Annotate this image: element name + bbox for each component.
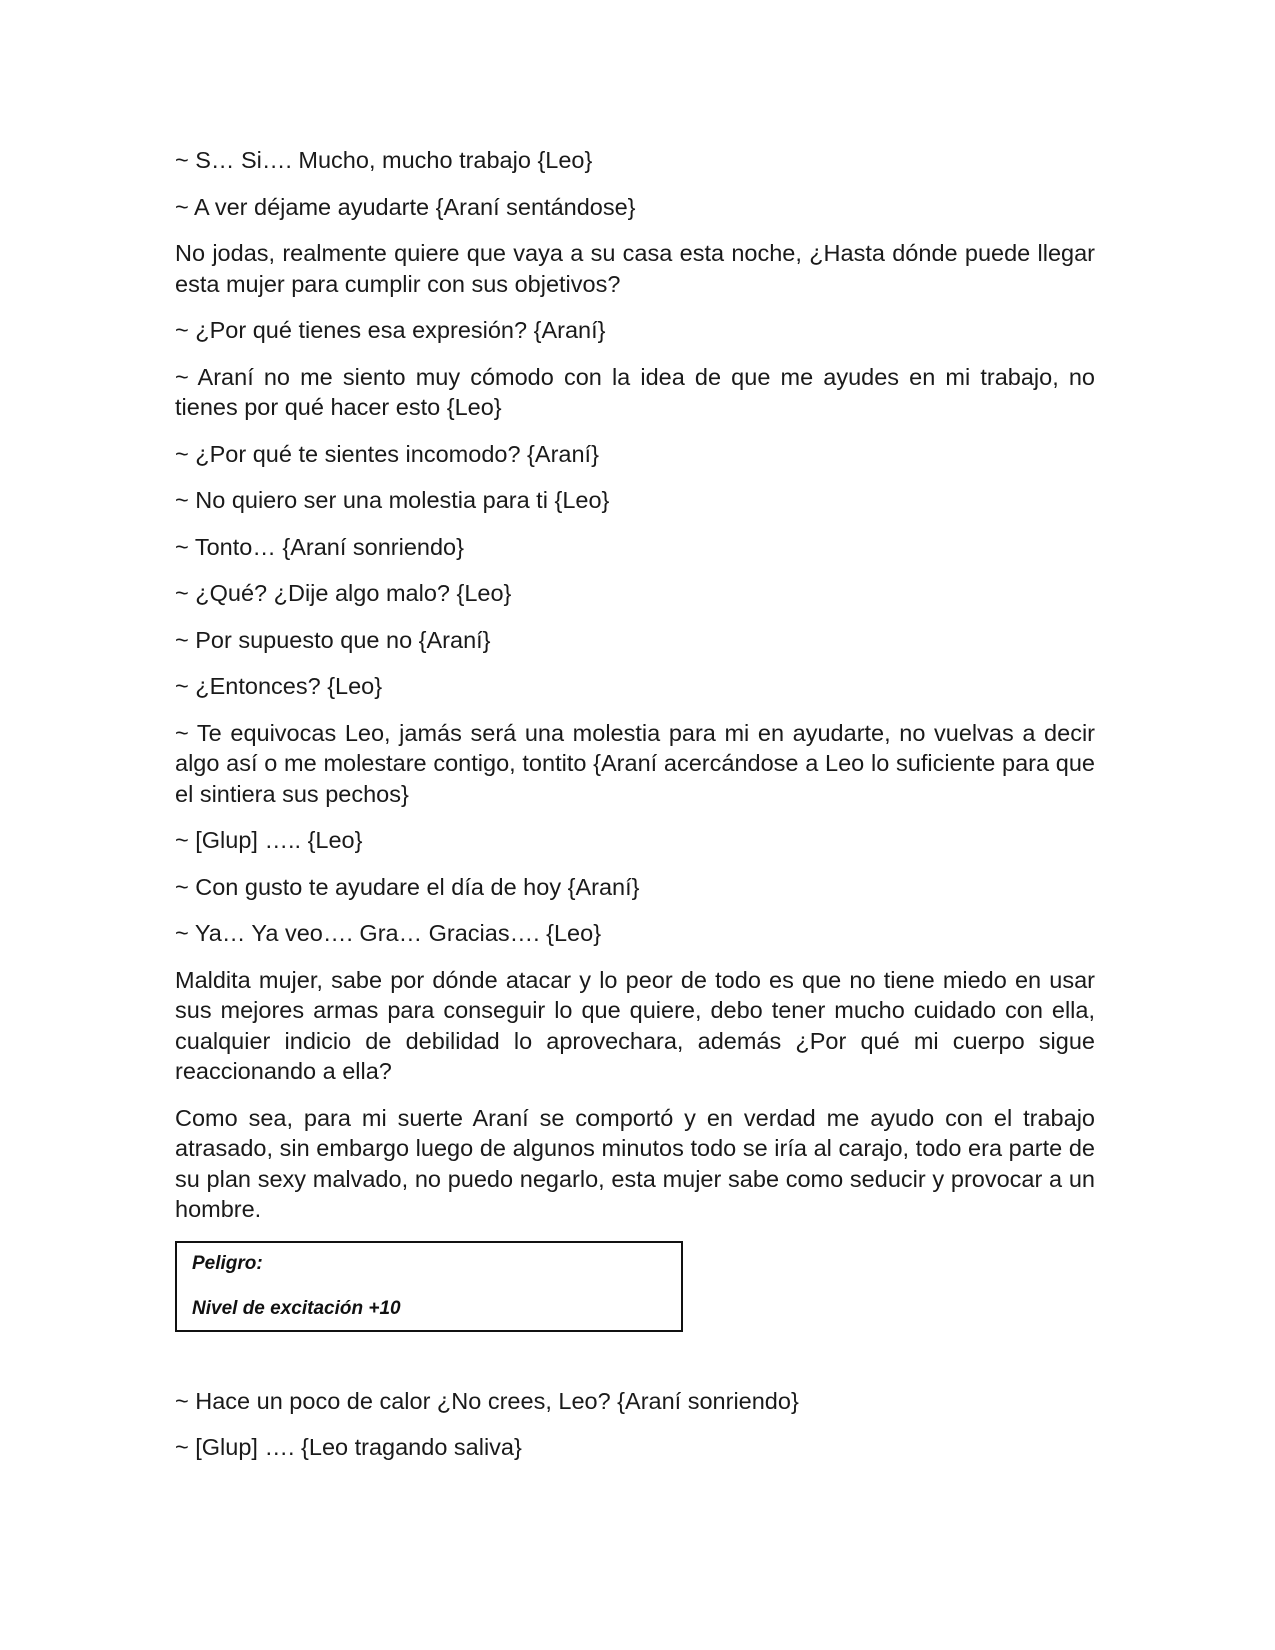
- dialogue-line-leo-1: ~ S… Si…. Mucho, mucho trabajo {Leo}: [175, 147, 593, 173]
- dialogue-line-leo-3: ~ No quiero ser una molestia para ti {Leo}: [175, 487, 610, 513]
- dialogue-line-leo-6: ~ [Glup] ….. {Leo}: [175, 827, 363, 853]
- dialogue-line-arani-1: ~ A ver déjame ayudarte {Araní sentándose}: [175, 193, 636, 220]
- dialogue-line-leo-5: ~ ¿Entonces? {Leo}: [175, 673, 383, 699]
- dialogue-line-leo-4: ~ ¿Qué? ¿Dije algo malo? {Leo}: [175, 580, 512, 606]
- document-page: [175, 145, 1095, 1479]
- dialogue-line-arani-2: ~ ¿Por qué tienes esa expresión? {Araní}: [175, 317, 606, 343]
- dialogue-line-leo-7: ~ Ya… Ya veo…. Gra… Gracias…. {Leo}: [175, 920, 602, 946]
- dialogue-line-arani-6: ~ Te equivocas Leo, jamás será una molestia para mi en ayudarte, no vuelvas a decir algo así o me molestare contigo, tontito {Araní acercándose a Leo lo suficiente para que el sintiera sus pechos}: [175, 719, 1095, 807]
- dialogue-line-leo-2: ~ Araní no me siento muy cómodo con la idea de que me ayudes en mi trabajo, no tienes por qué hacer esto {Leo}: [175, 363, 1095, 420]
- dialogue-line-arani-7: ~ Con gusto te ayudare el día de hoy {Araní}: [175, 873, 640, 900]
- status-box: [175, 1241, 683, 1332]
- narration-paragraph-2: Maldita mujer, sabe por dónde atacar y lo peor de todo es que no tiene miedo en usar sus mejores armas para conseguir lo que quiere, debo tener mucho cuidado con ella, cualquier indicio de debilidad lo aprovechara, además ¿Por qué mi cuerpo sigue reaccionando a ella?: [175, 966, 1095, 1084]
- narration-paragraph-1: No jodas, realmente quiere que vaya a su casa esta noche, ¿Hasta dónde puede llegar esta mujer para cumplir con sus objetivos?: [175, 240, 1095, 297]
- narration-paragraph-3: Como sea, para mi suerte Araní se comportó y en verdad me ayudo con el trabajo atrasado, sin embargo luego de algunos minutos todo se iría al carajo, todo era parte de su plan sexy malvado, no puedo negarlo, esta mujer sabe como seducir y provocar a un hombre.: [175, 1104, 1095, 1222]
- dialogue-line-arani-3: ~ ¿Por qué te sientes incomodo? {Araní}: [175, 440, 599, 467]
- status-box-title: Peligro:: [192, 1252, 263, 1274]
- dialogue-line-arani-5: ~ Por supuesto que no {Araní}: [175, 626, 491, 653]
- status-box-stat: Nivel de excitación +10: [192, 1297, 401, 1319]
- dialogue-line-arani-8: ~ Hace un poco de calor ¿No crees, Leo? {Araní sonriendo}: [175, 1387, 799, 1414]
- dialogue-line-leo-8: ~ [Glup] …. {Leo tragando saliva}: [175, 1434, 522, 1460]
- dialogue-line-arani-4: ~ Tonto… {Araní sonriendo}: [175, 533, 464, 560]
